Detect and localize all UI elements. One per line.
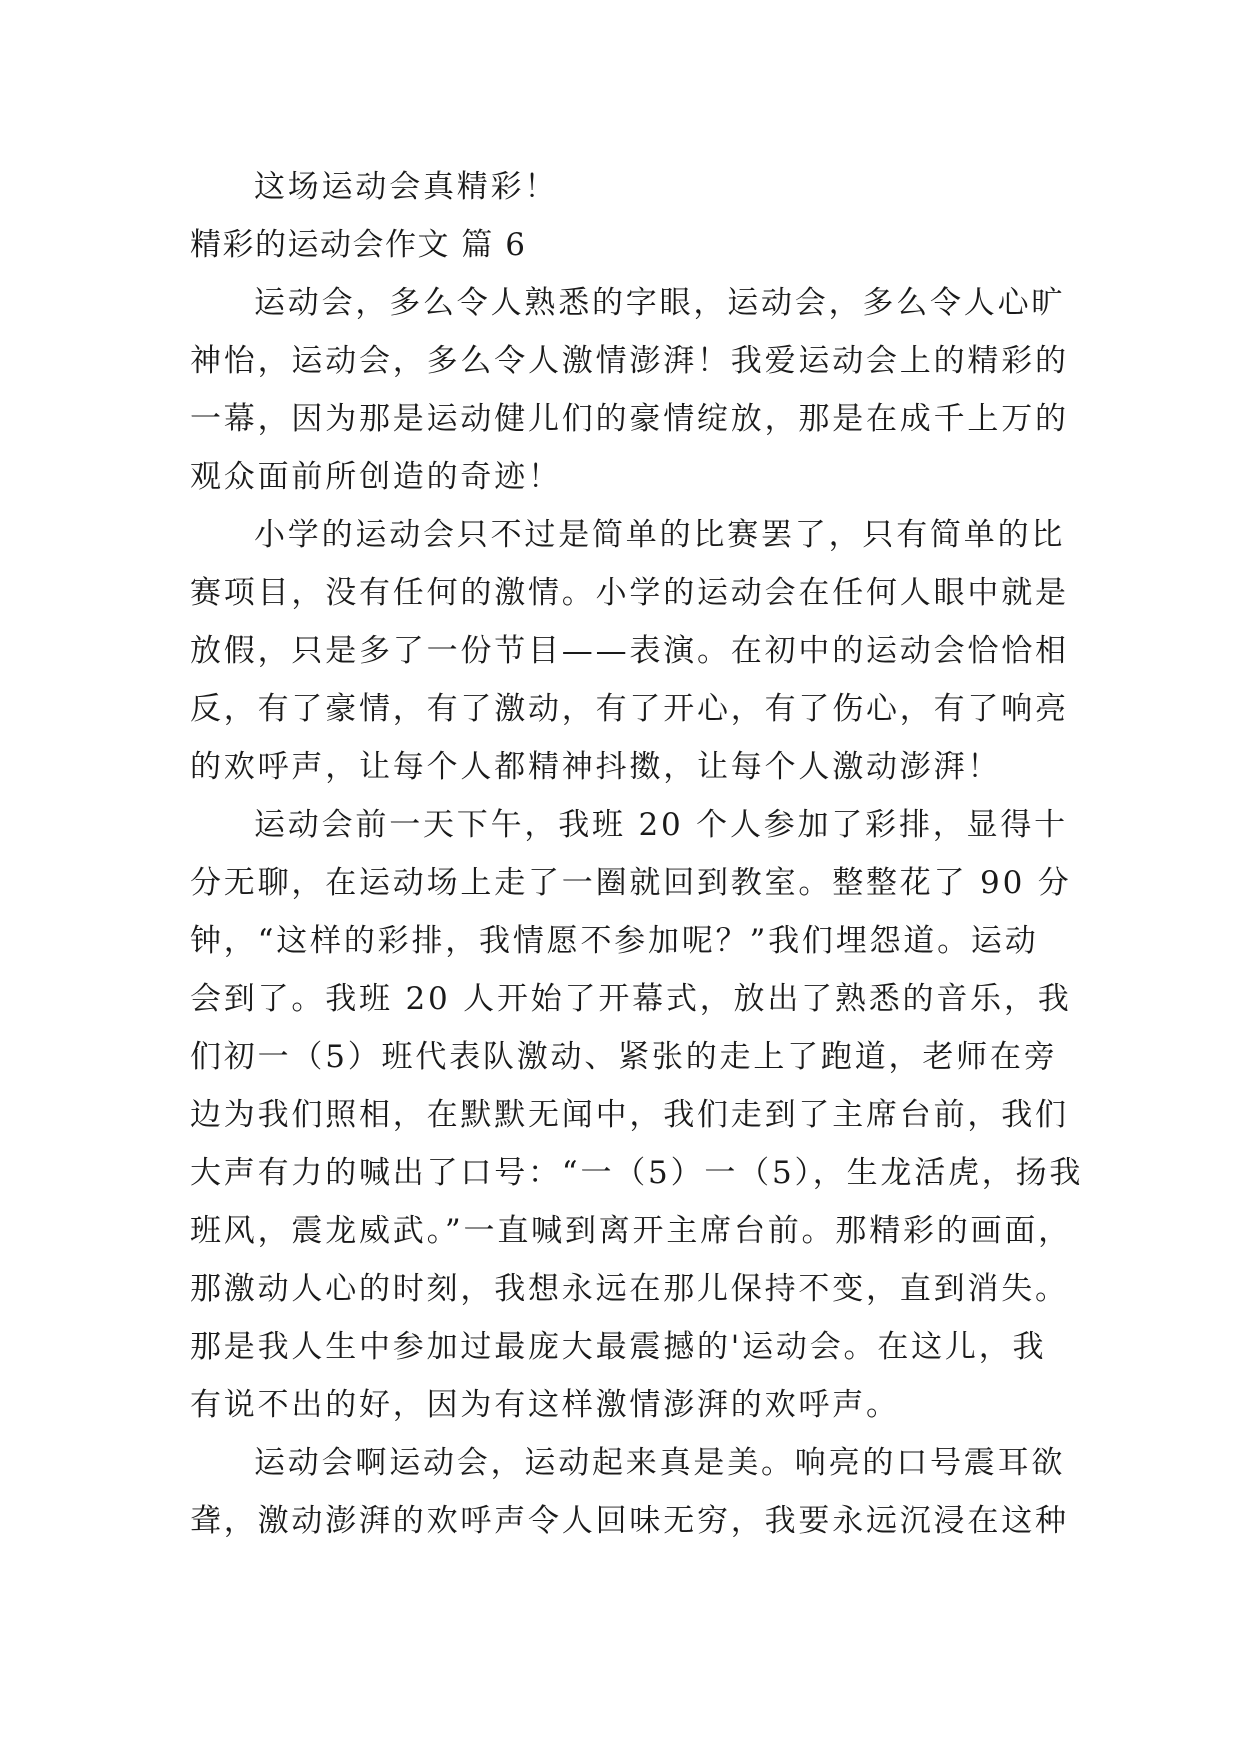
paragraph-line: 运动会前一天下午，我班 20 个人参加了彩排，显得十: [254, 807, 1068, 843]
paragraph-line: 观众面前所创造的奇迹！: [190, 459, 562, 495]
paragraph-line: 赛项目，没有任何的激情。小学的运动会在任何人眼中就是: [190, 575, 1069, 611]
paragraph-4: [190, 1434, 1069, 1550]
paragraph-line: 班风，震龙威武。”一直喊到离开主席台前。那精彩的画面，: [190, 1213, 1072, 1249]
paragraph-1: [190, 274, 1069, 506]
section-heading: 精彩的运动会作文 篇 6: [190, 227, 527, 263]
document-page: [190, 158, 1084, 1550]
paragraph-line: 有说不出的好，因为有这样激情澎湃的欢呼声。: [190, 1387, 900, 1423]
paragraph-line: 运动会，多么令人熟悉的字眼，运动会，多么令人心旷: [254, 285, 1066, 321]
paragraph-line: 钟，“这样的彩排，我情愿不参加呢？”我们埋怨道。运动: [190, 923, 1039, 959]
paragraph-line: 分无聊，在运动场上走了一圈就回到教室。整整花了 90 分: [190, 865, 1072, 901]
paragraph-line: 反，有了豪情，有了激动，有了开心，有了伤心，有了响亮: [190, 691, 1069, 727]
paragraph-2: [190, 506, 1069, 796]
paragraph-line: 那是我人生中参加过最庞大最震撼的'运动会。在这儿，我: [190, 1329, 1047, 1365]
paragraph-line: 边为我们照相，在默默无闻中，我们走到了主席台前，我们: [190, 1097, 1069, 1133]
paragraph-line: 小学的运动会只不过是简单的比赛罢了，只有简单的比: [254, 517, 1066, 553]
paragraph-line: 运动会啊运动会，运动起来真是美。响亮的口号震耳欲: [254, 1445, 1066, 1481]
paragraph-line: 聋，激动澎湃的欢呼声令人回味无穷，我要永远沉浸在这种: [190, 1503, 1069, 1539]
paragraph-line: 那激动人心的时刻，我想永远在那儿保持不变，直到消失。: [190, 1271, 1069, 1307]
paragraph-line: 一幕，因为那是运动健儿们的豪情绽放，那是在成千上万的: [190, 401, 1069, 437]
paragraph-line: 神怡，运动会，多么令人激情澎湃！我爱运动会上的精彩的: [190, 343, 1069, 379]
paragraph-line: 大声有力的喊出了口号：“一（5）一（5），生龙活虎，扬我: [190, 1155, 1084, 1191]
intro-line: 这场运动会真精彩！: [254, 169, 559, 205]
paragraph-line: 的欢呼声，让每个人都精神抖擞，让每个人激动澎湃！: [190, 749, 1002, 785]
paragraph-line: 会到了。我班 20 人开始了开幕式，放出了熟悉的音乐，我: [190, 981, 1072, 1017]
paragraph-line: 放假，只是多了一份节目——表演。在初中的运动会恰恰相: [190, 633, 1069, 669]
paragraph-line: 们初一（5）班代表队激动、紧张的走上了跑道，老师在旁: [190, 1039, 1058, 1075]
paragraph-3: [190, 796, 1084, 1434]
